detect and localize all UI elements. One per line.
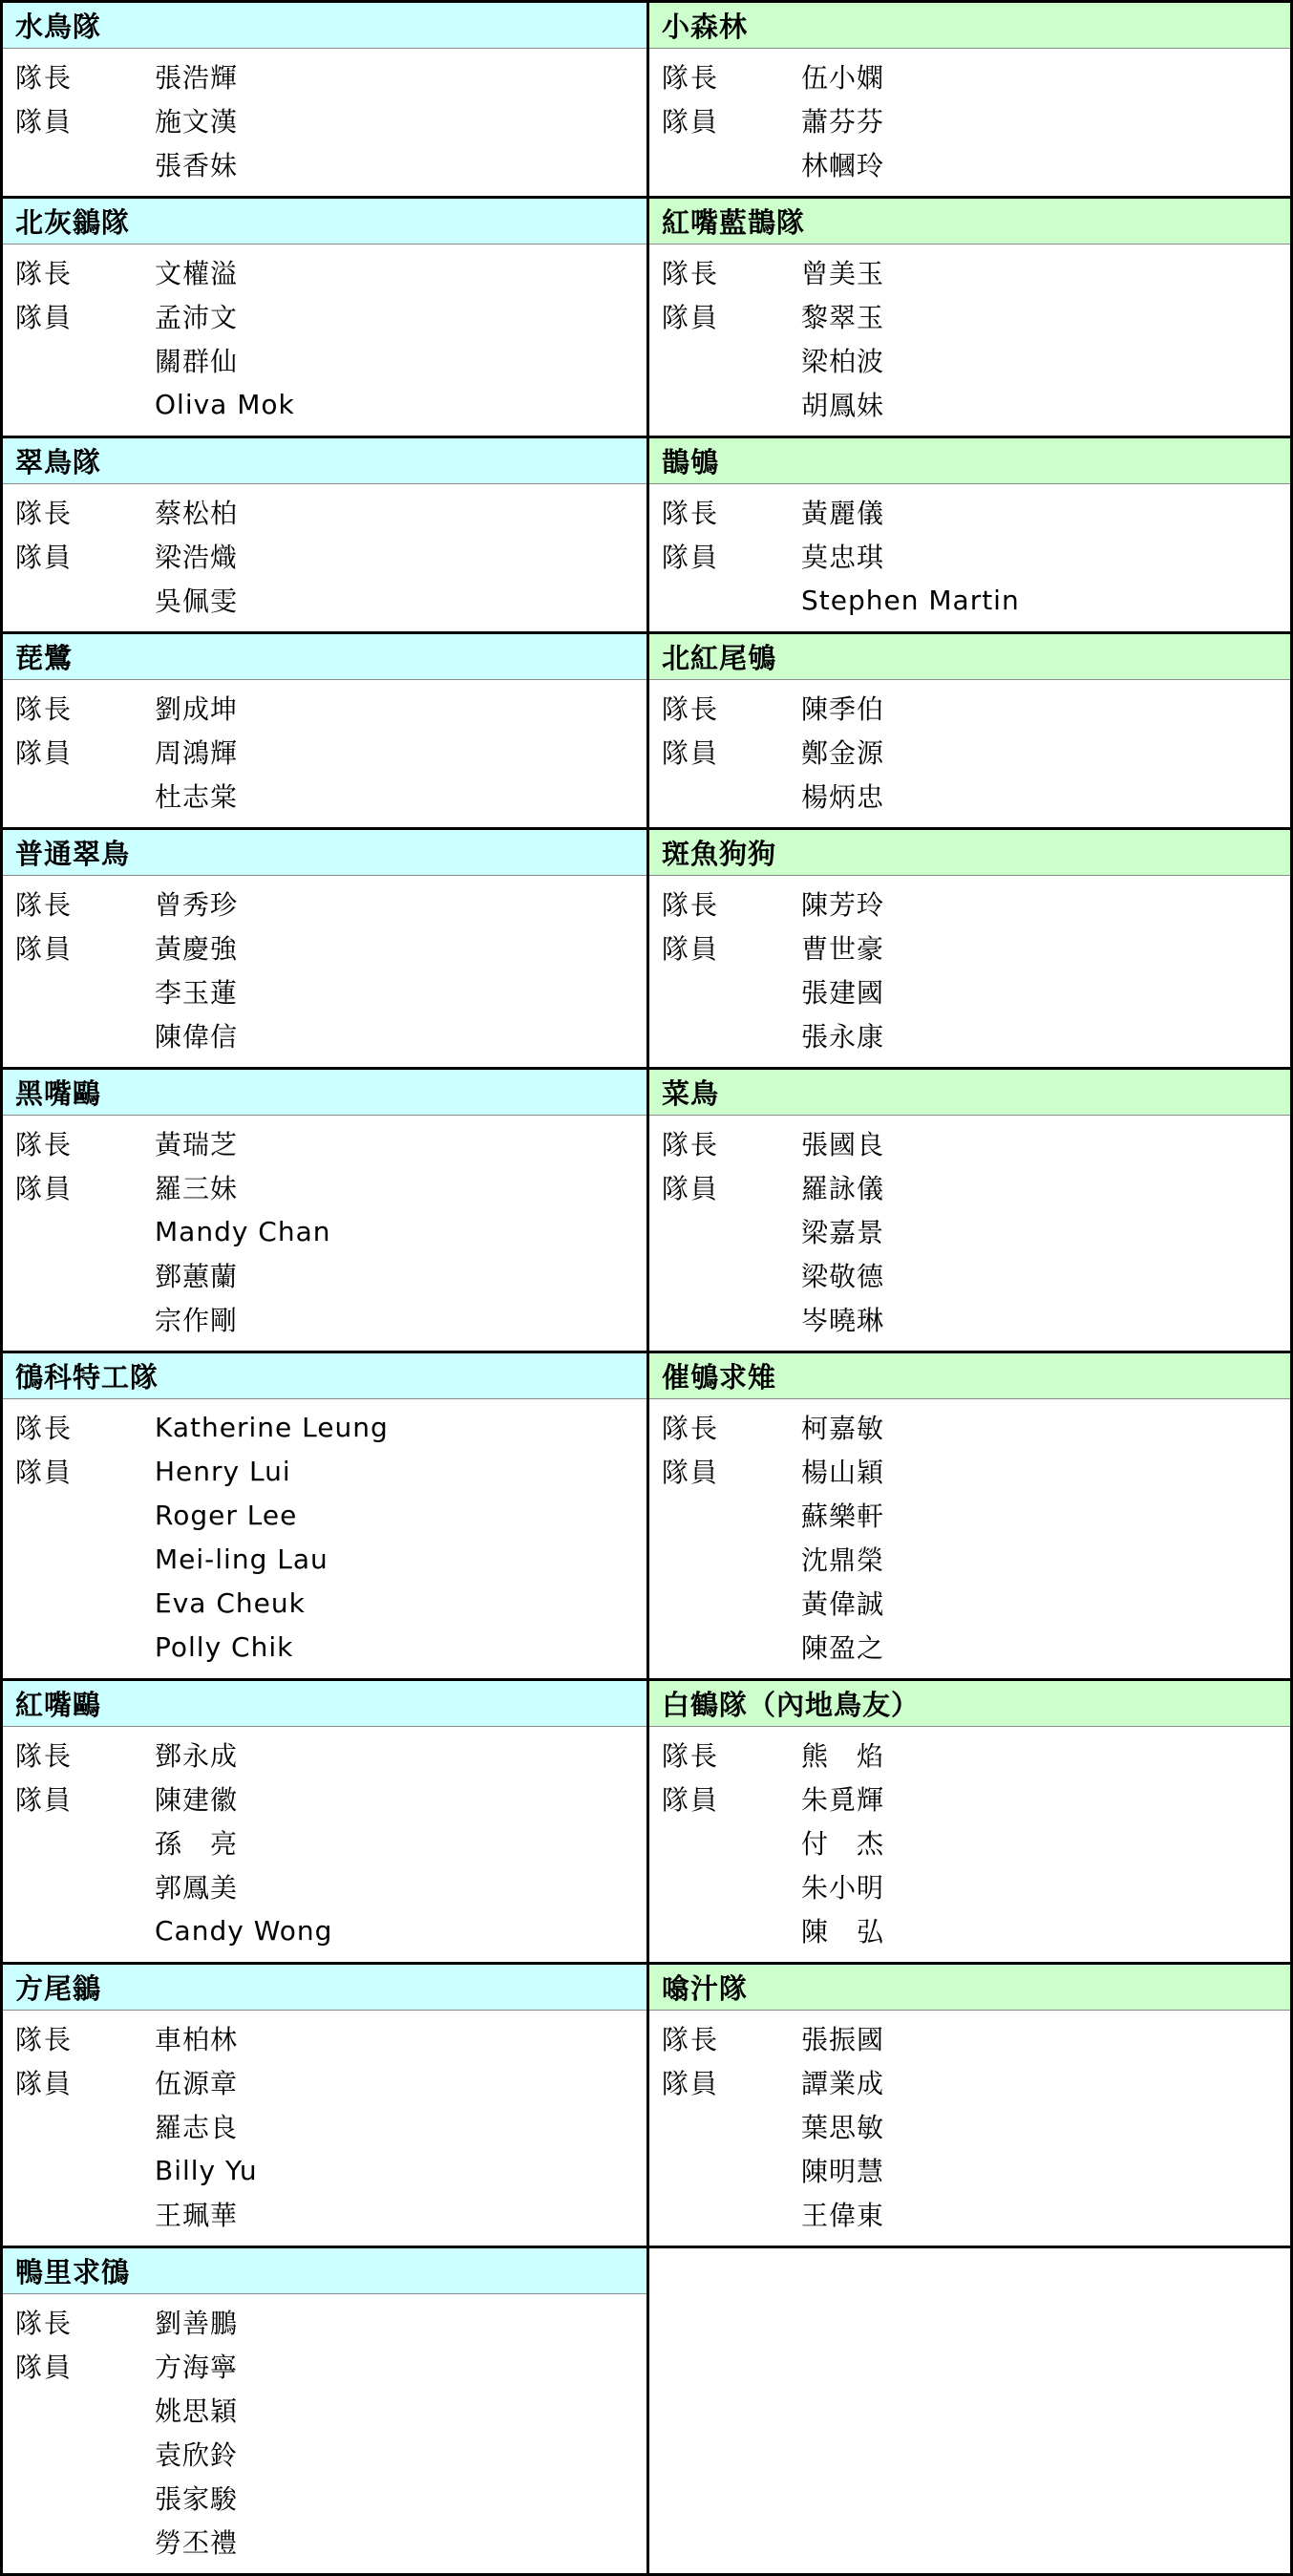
team-name-header: 紅嘴藍鵲隊 <box>649 199 1290 245</box>
leader-name: 鄧永成 <box>155 1740 239 1772</box>
member-name: 譚業成 <box>801 2068 885 2099</box>
role-label-leader: 隊長 <box>15 2308 74 2339</box>
member-row <box>3 1625 646 1669</box>
member-name: Candy Wong <box>155 1914 333 1947</box>
member-row <box>3 969 646 1013</box>
leader-row <box>649 686 1290 730</box>
member-row <box>649 578 1290 622</box>
member-name: 孫 亮 <box>155 1828 239 1860</box>
role-label-member: 隊員 <box>15 1784 74 1816</box>
member-row <box>3 1493 646 1537</box>
role-label-member: 隊員 <box>15 1457 74 1488</box>
team-name-header: 方尾鶲 <box>3 1965 646 2011</box>
team-cell-right <box>646 2246 1290 2573</box>
team-cell-left <box>3 631 646 827</box>
team-name-header: 北紅尾鴝 <box>649 634 1290 680</box>
leader-row <box>649 1405 1290 1449</box>
team-member-list <box>3 484 646 631</box>
member-row <box>3 534 646 578</box>
role-label-member: 隊員 <box>15 933 74 965</box>
leader-row <box>649 1121 1290 1165</box>
member-name: 陳偉信 <box>155 1021 239 1053</box>
team-member-list <box>649 1399 1290 1678</box>
role-label-leader: 隊長 <box>15 258 74 289</box>
team-name-header: 普通翠鳥 <box>3 830 646 876</box>
member-name: Roger Lee <box>155 1499 298 1531</box>
member-row <box>649 1820 1290 1864</box>
role-label-leader: 隊長 <box>15 498 74 529</box>
member-row <box>3 578 646 622</box>
role-label-member: 隊員 <box>662 302 720 333</box>
leader-name: 劉成坤 <box>155 693 239 725</box>
member-row <box>649 2060 1290 2104</box>
team-cell-right <box>646 3 1290 196</box>
role-label-member: 隊員 <box>662 933 720 965</box>
role-label-member: 隊員 <box>662 2068 720 2099</box>
leader-row <box>3 686 646 730</box>
team-member-list <box>649 2011 1290 2246</box>
role-label-member: 隊員 <box>15 737 74 769</box>
member-row <box>3 1864 646 1908</box>
member-name: 袁欣鈴 <box>155 2439 239 2471</box>
leader-name: 曾秀珍 <box>155 889 239 921</box>
member-name: 宗作剛 <box>155 1305 239 1336</box>
leader-name: 柯嘉敏 <box>801 1413 885 1444</box>
team-cell-left <box>3 1351 646 1678</box>
team-member-list <box>649 1116 1290 1351</box>
team-cell-left <box>3 827 646 1067</box>
member-row <box>649 1537 1290 1581</box>
leader-row <box>649 490 1290 534</box>
role-label-member: 隊員 <box>662 1173 720 1204</box>
member-name: 伍源章 <box>155 2068 239 2099</box>
leader-row <box>3 54 646 98</box>
member-name: 羅志良 <box>155 2112 239 2143</box>
leader-row <box>3 1121 646 1165</box>
role-label-leader: 隊長 <box>662 1413 720 1444</box>
role-label-leader: 隊長 <box>662 1740 720 1772</box>
member-name: 梁柏波 <box>801 346 885 377</box>
team-member-list <box>649 876 1290 1067</box>
member-name: 勞丕禮 <box>155 2527 239 2559</box>
member-row <box>3 926 646 969</box>
member-row <box>3 774 646 818</box>
member-name: 陳建徽 <box>155 1784 239 1816</box>
team-cell-right <box>646 631 1290 827</box>
team-cell-left <box>3 436 646 631</box>
member-row <box>3 1537 646 1581</box>
member-name: 姚思穎 <box>155 2395 239 2427</box>
team-cell-right <box>646 196 1290 436</box>
team-member-list <box>3 876 646 1067</box>
member-name: 李玉蓮 <box>155 977 239 1009</box>
leader-name: 張振國 <box>801 2024 885 2055</box>
member-name: 孟沛文 <box>155 302 239 333</box>
member-name: 黃偉誠 <box>801 1588 885 1620</box>
role-label-leader: 隊長 <box>15 1413 74 1444</box>
member-row <box>649 1493 1290 1537</box>
member-row <box>3 2192 646 2236</box>
member-row <box>649 294 1290 338</box>
member-name: 梁嘉景 <box>801 1217 885 1248</box>
team-cell-right <box>646 1962 1290 2246</box>
member-row <box>649 534 1290 578</box>
member-name: 朱小明 <box>801 1872 885 1904</box>
team-member-list <box>649 484 1290 631</box>
role-label-leader: 隊長 <box>15 1129 74 1160</box>
member-name: 羅詠儀 <box>801 1173 885 1204</box>
member-name: 郭鳳美 <box>155 1872 239 1904</box>
member-name: Oliva Mok <box>155 388 295 420</box>
member-name: 黃慶強 <box>155 933 239 965</box>
team-member-list <box>649 49 1290 196</box>
member-row <box>3 2388 646 2432</box>
member-row <box>649 1297 1290 1341</box>
team-member-list <box>3 680 646 827</box>
member-row <box>3 1253 646 1297</box>
leader-row <box>649 1733 1290 1777</box>
leader-name: 黃麗儀 <box>801 498 885 529</box>
team-cell-left <box>3 3 646 196</box>
team-cell-left <box>3 196 646 436</box>
member-name: 岑曉琳 <box>801 1305 885 1336</box>
member-row <box>649 1908 1290 1952</box>
member-row <box>649 969 1290 1013</box>
leader-row <box>649 2016 1290 2060</box>
member-row <box>649 382 1290 426</box>
member-row <box>3 730 646 774</box>
member-name: 羅三妹 <box>155 1173 239 1204</box>
team-name-header: 北灰鶲隊 <box>3 199 646 245</box>
team-name-header: 翠鳥隊 <box>3 438 646 484</box>
role-label-member: 隊員 <box>15 2352 74 2383</box>
member-name: 莫忠琪 <box>801 542 885 573</box>
member-name: Henry Lui <box>155 1455 291 1487</box>
member-row <box>3 2432 646 2476</box>
member-name: 鄭金源 <box>801 737 885 769</box>
member-name: Eva Cheuk <box>155 1586 306 1619</box>
leader-name: 劉善鵬 <box>155 2308 239 2339</box>
member-row <box>649 142 1290 186</box>
team-name-header: 琵鷺 <box>3 634 646 680</box>
team-name-header: 斑魚狗狗 <box>649 830 1290 876</box>
member-row <box>3 1908 646 1952</box>
role-label-leader: 隊長 <box>662 1129 720 1160</box>
member-row <box>649 98 1290 142</box>
leader-name: 熊 焰 <box>801 1740 885 1772</box>
leader-row <box>3 1733 646 1777</box>
member-name: 葉思敏 <box>801 2112 885 2143</box>
member-row <box>649 1581 1290 1625</box>
team-member-list <box>3 1727 646 1962</box>
team-name-header: 白鶴隊（內地鳥友） <box>649 1681 1290 1727</box>
member-name: 胡鳳妹 <box>801 390 885 421</box>
member-row <box>649 730 1290 774</box>
leader-name: Katherine Leung <box>155 1411 389 1443</box>
member-row <box>649 2104 1290 2148</box>
member-name: 王珮華 <box>155 2200 239 2231</box>
team-cell-right <box>646 827 1290 1067</box>
member-row <box>649 1165 1290 1209</box>
role-label-leader: 隊長 <box>662 62 720 94</box>
member-row <box>3 1777 646 1820</box>
team-member-list <box>649 1727 1290 1962</box>
team-member-list <box>3 1116 646 1351</box>
member-row <box>3 294 646 338</box>
member-row <box>649 1013 1290 1057</box>
member-row <box>3 1820 646 1864</box>
role-label-leader: 隊長 <box>662 889 720 921</box>
team-cell-right <box>646 1351 1290 1678</box>
leader-name: 伍小嫻 <box>801 62 885 94</box>
member-name: 朱覓輝 <box>801 1784 885 1816</box>
member-name: 黎翠玉 <box>801 302 885 333</box>
role-label-member: 隊員 <box>15 2068 74 2099</box>
member-name: 曹世豪 <box>801 933 885 965</box>
member-row <box>649 2148 1290 2192</box>
team-name-header: 催鴝求雉 <box>649 1353 1290 1399</box>
role-label-member: 隊員 <box>662 737 720 769</box>
team-member-list <box>3 1399 646 1678</box>
member-name: 鄧蕙蘭 <box>155 1261 239 1292</box>
member-name: 梁浩熾 <box>155 542 239 573</box>
leader-row <box>649 54 1290 98</box>
team-cell-right <box>646 436 1290 631</box>
member-row <box>649 1777 1290 1820</box>
empty-cell <box>649 2248 1290 2573</box>
member-name: 吳佩雯 <box>155 585 239 617</box>
role-label-member: 隊員 <box>15 106 74 138</box>
role-label-member: 隊員 <box>662 1457 720 1488</box>
leader-name: 張浩輝 <box>155 62 239 94</box>
team-name-header: 菜鳥 <box>649 1070 1290 1116</box>
role-label-leader: 隊長 <box>662 693 720 725</box>
leader-row <box>3 882 646 926</box>
team-member-list <box>649 245 1290 436</box>
role-label-leader: 隊長 <box>15 693 74 725</box>
member-row <box>3 2520 646 2564</box>
member-name: 林幗玲 <box>801 150 885 181</box>
member-row <box>649 2192 1290 2236</box>
team-cell-right <box>646 1067 1290 1351</box>
leader-name: 陳芳玲 <box>801 889 885 921</box>
member-row <box>649 1625 1290 1669</box>
role-label-leader: 隊長 <box>15 889 74 921</box>
member-name: 施文漢 <box>155 106 239 138</box>
leader-row <box>3 490 646 534</box>
member-row <box>3 142 646 186</box>
member-row <box>649 774 1290 818</box>
member-name: 關群仙 <box>155 346 239 377</box>
member-name: 蘇樂軒 <box>801 1501 885 1532</box>
leader-row <box>649 882 1290 926</box>
team-cell-left <box>3 1962 646 2246</box>
team-name-header: 鴨里求鴴 <box>3 2248 646 2294</box>
leader-name: 陳季伯 <box>801 693 885 725</box>
leader-name: 車柏林 <box>155 2024 239 2055</box>
role-label-leader: 隊長 <box>662 498 720 529</box>
leader-name: 張國良 <box>801 1129 885 1160</box>
team-name-header: 紅嘴鷗 <box>3 1681 646 1727</box>
member-name: 張香妹 <box>155 150 239 181</box>
role-label-member: 隊員 <box>15 542 74 573</box>
team-cell-left <box>3 1067 646 1351</box>
member-row <box>3 2060 646 2104</box>
member-row <box>3 1449 646 1493</box>
member-name: 杜志棠 <box>155 781 239 813</box>
member-row <box>3 338 646 382</box>
member-row <box>649 926 1290 969</box>
member-row <box>649 1253 1290 1297</box>
team-member-list <box>3 49 646 196</box>
member-name: Stephen Martin <box>801 584 1020 616</box>
member-name: 付 杰 <box>801 1828 885 1860</box>
team-cell-left <box>3 2246 646 2573</box>
role-label-member: 隊員 <box>15 302 74 333</box>
member-name: 張建國 <box>801 977 885 1009</box>
role-label-leader: 隊長 <box>15 62 74 94</box>
member-row <box>3 2104 646 2148</box>
member-name: 陳明慧 <box>801 2156 885 2187</box>
member-row <box>3 2148 646 2192</box>
team-name-header: 小森林 <box>649 3 1290 49</box>
member-name: 王偉東 <box>801 2200 885 2231</box>
leader-name: 黃瑞芝 <box>155 1129 239 1160</box>
team-cell-left <box>3 1678 646 1962</box>
role-label-member: 隊員 <box>15 1173 74 1204</box>
member-row <box>649 338 1290 382</box>
team-cell-right <box>646 1678 1290 1962</box>
role-label-leader: 隊長 <box>662 258 720 289</box>
leader-name: 蔡松柏 <box>155 498 239 529</box>
team-name-header: 黑嘴鷗 <box>3 1070 646 1116</box>
role-label-leader: 隊長 <box>662 2024 720 2055</box>
member-row <box>3 1013 646 1057</box>
member-row <box>3 1165 646 1209</box>
leader-name: 文權溢 <box>155 258 239 289</box>
team-member-list <box>3 2294 646 2573</box>
member-row <box>649 1209 1290 1253</box>
team-member-list <box>649 680 1290 827</box>
team-name-header: 水鳥隊 <box>3 3 646 49</box>
member-name: Polly Chik <box>155 1630 294 1663</box>
member-row <box>3 2476 646 2520</box>
member-row <box>649 1864 1290 1908</box>
team-name-header: 鵲鴝 <box>649 438 1290 484</box>
team-member-list <box>3 245 646 436</box>
team-name-header: 噏汁隊 <box>649 1965 1290 2011</box>
member-row <box>3 1209 646 1253</box>
leader-name: 曾美玉 <box>801 258 885 289</box>
member-name: 梁敬德 <box>801 1261 885 1292</box>
leader-row <box>649 250 1290 294</box>
member-name: 陳盈之 <box>801 1632 885 1664</box>
leader-row <box>3 2016 646 2060</box>
member-name: 楊炳忠 <box>801 781 885 813</box>
member-name: 陳 弘 <box>801 1916 885 1948</box>
member-row <box>3 1297 646 1341</box>
member-name: 方海寧 <box>155 2352 239 2383</box>
member-name: 蕭芬芬 <box>801 106 885 138</box>
member-name: 楊山穎 <box>801 1457 885 1488</box>
member-name: Billy Yu <box>155 2154 258 2186</box>
member-name: 張永康 <box>801 1021 885 1053</box>
role-label-leader: 隊長 <box>15 2024 74 2055</box>
role-label-member: 隊員 <box>662 106 720 138</box>
role-label-leader: 隊長 <box>15 1740 74 1772</box>
member-name: Mandy Chan <box>155 1215 331 1247</box>
member-name: 沈鼎榮 <box>801 1544 885 1576</box>
member-name: Mei-ling Lau <box>155 1543 329 1575</box>
team-member-list <box>3 2011 646 2246</box>
role-label-member: 隊員 <box>662 542 720 573</box>
team-name-header: 鴴科特工隊 <box>3 1353 646 1399</box>
member-row <box>649 1449 1290 1493</box>
member-row <box>3 1581 646 1625</box>
member-row <box>3 98 646 142</box>
leader-row <box>3 1405 646 1449</box>
role-label-member: 隊員 <box>662 1784 720 1816</box>
member-row <box>3 2344 646 2388</box>
member-name: 周鴻輝 <box>155 737 239 769</box>
member-name: 張家駿 <box>155 2483 239 2515</box>
member-row <box>3 382 646 426</box>
leader-row <box>3 2300 646 2344</box>
leader-row <box>3 250 646 294</box>
